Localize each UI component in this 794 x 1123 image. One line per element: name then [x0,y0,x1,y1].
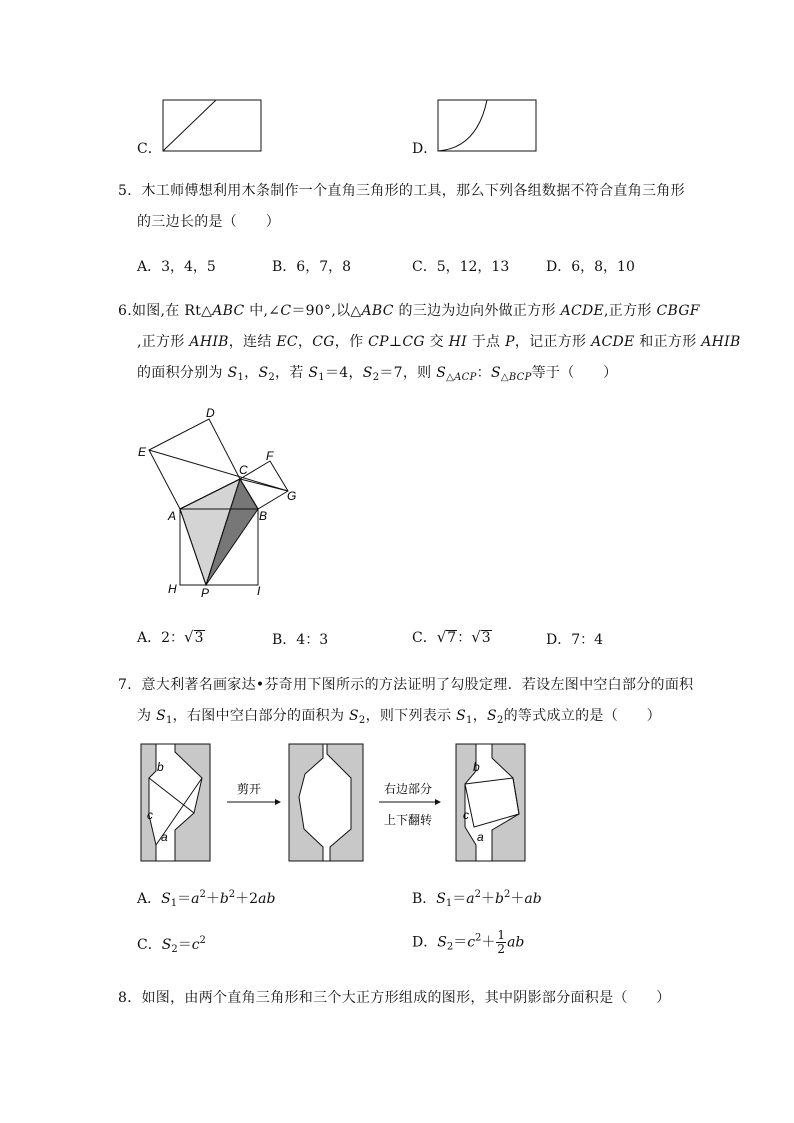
q6-option-a: A．2：√3 [137,628,204,646]
label-h: H [168,582,177,596]
svg-text:右边部分: 右边部分 [384,782,433,796]
q7-option-a: A．$S_1=a^2+b^2+2ab$ [137,889,276,909]
svg-text:b: b [473,760,480,774]
q4-option-d-label: D． [412,141,438,157]
q7-option-c: C．$S_2=c^2$ [137,935,206,955]
label-g: G [287,489,297,503]
q7-arrow-cut [227,782,281,805]
svg-text:b: b [157,760,164,774]
q6-option-b: B．4：3 [272,632,329,648]
q5-option-b: B．6，7，8 [272,259,352,275]
svg-text:剪开: 剪开 [237,782,262,796]
svg-text:a: a [161,830,168,844]
label-f: F [266,449,274,463]
svg-text:a: a [477,830,484,844]
q4-option-c-figure [160,98,264,154]
q6-geometry-figure [135,402,310,602]
label-a: A [168,509,177,523]
q5-option-a: A．3，4，5 [137,259,216,275]
label-d: D [206,406,215,420]
q7-right-panel [456,744,525,861]
q8-stem-line1: 8．如图，由两个直角三角形和三个大正方形组成的图形，其中阴影部分面积是（ ） [118,990,671,1006]
q7-left-panel [141,744,210,861]
label-b: B [259,509,268,523]
q6-stem-line3: 的面积分别为 $S_1$，$S_2$，若 $S_1=4$，$S_2=7$，则 $S_{\triangle ACP}$：$S_{\triangle BCP}$等于（ ） [137,365,618,383]
q6-stem-line2: ,正方形 AHIB，连结 EC，CG，作 CP⊥CG 交 HI 于点 P，记正方形 ACDE 和正方形 AHIB [137,334,741,350]
q6-option-d: D．7：4 [546,632,604,648]
q5-option-d: D．6，8，10 [546,259,635,275]
svg-text:c: c [147,808,153,822]
q6-stem-line1: 6.如图,在 Rt△ABC 中,∠C＝90°,以△ABC 的三边为边向外做正方形 ACDE,正方形 CBGF [118,303,700,319]
q5-stem-line1: 5．木工师傅想利用木条制作一个直角三角形的工具，那么下列各组数据不符合直角三角形 [118,183,685,199]
q7-arrow-flip [379,781,441,827]
q4-option-d-figure [435,98,539,154]
label-p: P [201,586,210,600]
q7-stem-line1: 7．意大利著名画家达•芬奇用下图所示的方法证明了勾股定理．若设左图中空白部分的面积 [118,677,694,693]
q7-davinci-figure [135,740,535,865]
q7-stem-line2: 为 $S_1$，右图中空白部分的面积为 $S_2$，则下列表示 $S_1$，$S_2$的等式成立的是（ ） [137,708,661,726]
q4-option-c-label: C． [137,141,162,157]
label-i: I [257,584,261,598]
svg-text:c: c [463,808,469,822]
q5-stem-line2: 的三边长的是（ ） [137,214,280,230]
q6-option-c: C．√7：√3 [412,628,491,646]
q5-option-c: C．5，12，13 [412,259,510,275]
q7-option-d: D．$S_2=c^2+$ $\frac{1}{2}$ ab [412,928,525,956]
label-e: E [138,445,147,459]
label-c: C [239,463,248,477]
q7-middle-panel [289,744,363,861]
svg-text:上下翻转: 上下翻转 [384,813,433,827]
q7-option-b: B．$S_1=a^2+b^2+ab$ [412,889,542,909]
